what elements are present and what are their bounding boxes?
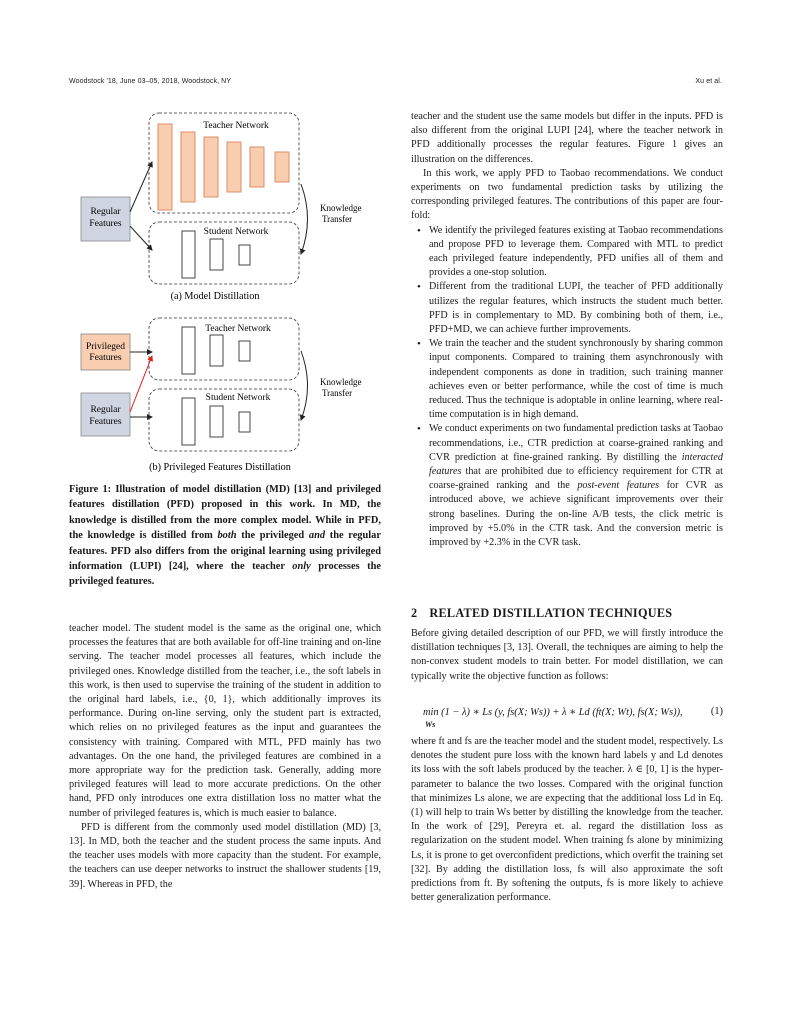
paragraph: In this work, we apply PFD to Taobao recommendations. We conduct experiments on two fundamental prediction tasks by utilizing the corresponding privileged features. The contributions of this paper are four-fold: <box>411 167 723 222</box>
left-column-body <box>69 622 381 892</box>
running-header-left: Woodstock '18, June 03–05, 2018, Woodstock, NY <box>69 78 232 85</box>
b-transfer-label-1: Knowledge <box>320 377 362 387</box>
equation-number: (1) <box>710 706 723 717</box>
a-student-label: Student Network <box>203 227 269 237</box>
b-teacher-layers <box>182 327 250 374</box>
a-teacher-layers <box>158 124 289 210</box>
a-transfer-label-1: Knowledge <box>320 203 362 213</box>
list-item: • Different from the traditional LUPI, the teacher of PFD additionally utilizes the regular features, which instructs the student much better. PFD is in complementary to MD. By combining both of them, i.e., PFD+MD, we can achieve further improvements. <box>429 280 723 337</box>
paragraph: teacher and the student use the same models but differ in the inputs. PFD is also different from the original LUPI [24], where the teacher network in PFD additionally processes the regular features. Figure 1 gives an illustration on the differences. <box>411 111 723 165</box>
running-header-right: Xu et al. <box>695 78 722 85</box>
list-item: • We train the teacher and the student synchronously by sharing common input components. Compared to training them asynchronously with independent components as done in tradition, such training manner achieves even or better performance, while the cost of time is much reduced. Thus the technique is adoptable in online learning, where real-time computation is in high demand. <box>429 337 723 422</box>
a-regular-label-2: Features <box>89 219 122 229</box>
a-teacher-label: Teacher Network <box>203 121 269 131</box>
a-student-layers <box>182 231 250 278</box>
equation-body: min (1 − λ) ∗ Ls (y, fs(X; Ws)) + λ ∗ Ld (ft(X; Wt), fs(X; Ws)), <box>423 707 683 718</box>
b-priv-label-2: Features <box>89 353 122 363</box>
section-2-intro <box>411 627 723 684</box>
a-regular-label-1: Regular <box>90 207 121 217</box>
b-regular-label-2: Features <box>89 417 122 427</box>
list-item: • We conduct experiments on two fundamental prediction tasks at Taobao recommendations, i.e., CTR prediction at coarse-grained ranking and CVR prediction at fine-grained ranking. By distilling the interacted features that are prohibited due to efficiency requirement for CTR at coarse-grained ranking and the post-event features for CVR as introduced above, we achieve significant improvements over their strong baselines. During the on-line A/B tests, the click metric is improved by +5.0% in the CTR task. And the conversion metric is improved by +2.3% in the CVR task. <box>429 422 723 550</box>
b-transfer-label-2: Transfer <box>322 388 353 398</box>
contributions-list <box>411 224 723 551</box>
section-2-body <box>411 735 723 905</box>
section-heading: 2 RELATED DISTILLATION TECHNIQUES <box>411 606 673 620</box>
paragraph: where ft and fs are the teacher model and the student model, respectively. Ls denotes the student pure loss with the known hard labels y and Ld denotes its loss with the soft labels produced by the teacher. λ ∈ [0, 1] is the hyper-parameter to balance the two losses. Compared with the original function that minimizes Ls alone, we are expecting that the additional loss Ld in Eq.(1) will help to train Ws better by distilling the knowledge from the teacher. In the work of [29], Pereyra et. al. regard the distillation loss as regularization on the student model. When training fs alone by minimizing Ls, it is prone to get overconfident predictions, which overfit the training set [32]. By adding the distillation loss, fs will also approximate the soft predictions from ft. By softening the outputs, fs is more likely to achieve better generalization performance. <box>411 736 723 904</box>
figure-1-svg <box>68 104 390 474</box>
paragraph: teacher model. The student model is the same as the original one, which processes the features that are both available for off-line training and on-line serving. The teacher model processes all features, which include the privileged ones. Knowledge distilled from the teacher, i.e., the soft labels in this work, is then used to supervise the training of the student in addition to the original hard labels, i.e., {0, 1}, which additionally improves its performance. During on-line serving, only the student part is extracted, which relies on no privileged features as the input and guarantees the consistency with training. Compared with MTL, PFD mainly has two advantages. On the one hand, the privileged features are combined in a more appropriate way for the prediction task. Generally, adding more privileged features will lead to more accurate predictions. On the other hand, PFD only introduces one extra distillation loss no matter what the number of privileged features is, which is much easier to balance. <box>69 623 381 819</box>
figure-caption: Figure 1: Illustration of model distillation (MD) [13] and privileged features distillation (PFD) proposed in this work. In MD, the knowledge is distilled from the more complex model. While in PFD, the knowledge is distilled from both the privileged and the regular features. PFD also differs from the original learning using privileged information (LUPI) [24], where the teacher only processes the privileged features. <box>69 484 381 588</box>
b-teacher-label: Teacher Network <box>205 324 271 334</box>
equation-1 <box>411 706 723 734</box>
b-priv-label-1: Privileged <box>85 342 126 352</box>
list-item: • We identify the privileged features existing at Taobao recommendations and propose PFD to leverage them. Compared with MTL to predict each privileged feature independently, PFD unifies all of them and provides a one-stop solution. <box>429 224 723 281</box>
right-column-intro <box>411 110 723 550</box>
b-regular-label-1: Regular <box>90 405 121 415</box>
a-subcaption: (a) Model Distillation <box>170 291 260 302</box>
b-student-layers <box>182 398 250 445</box>
a-transfer-label-2: Transfer <box>322 214 353 224</box>
b-privileged-features-box <box>81 334 130 370</box>
paragraph: Before giving detailed description of our PFD, we will firstly introduce the distillation techniques [3, 13]. Overall, the techniques are aiming to help the non-convex student models to train better. For model distillation, we can typically write the objective function as follows: <box>411 628 723 682</box>
figure-1 <box>68 104 390 474</box>
paragraph: PFD is different from the commonly used model distillation (MD) [3, 13]. In MD, both the teacher and the student process the same inputs. And the teacher uses models with more capacity than the student. For example, the teachers can use deeper networks to instruct the shallower students [19, 39]. Whereas in PFD, the <box>69 821 381 890</box>
equation-subscript: Ws <box>425 720 436 729</box>
b-subcaption: (b) Privileged Features Distillation <box>149 462 291 473</box>
b-student-label: Student Network <box>205 393 271 403</box>
